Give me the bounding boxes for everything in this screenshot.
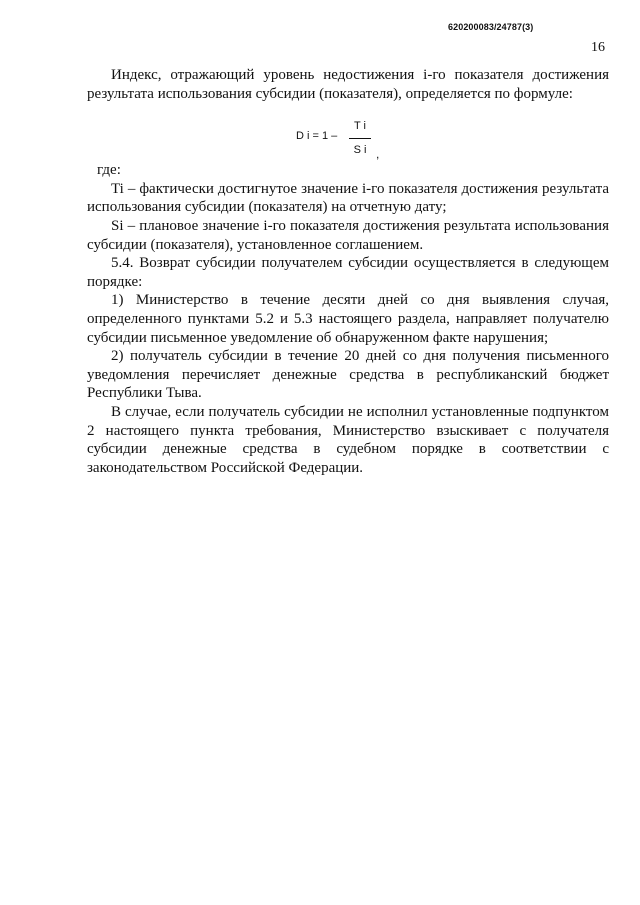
page-number: 16 <box>591 40 605 55</box>
list-item-1: 1) Министерство в течение десяти дней со дня выявления случая, определенного пунктами 5.2 и 5.3 настоящего раздела, направляет получателю субсидии письменное уведомление об обнаруженном факте нарушения; <box>87 292 609 346</box>
ti-definition: Ti – фактически достигнутое значение i-го показателя достижения результата использования субсидии (показателя) на отчетную дату; <box>87 180 609 216</box>
formula-fraction <box>349 117 371 159</box>
formula-numerator: T i <box>349 117 371 139</box>
index-formula <box>87 103 609 161</box>
formula-intro-paragraph: Индекс, отражающий уровень недостижения i-го показателя достижения результата использования субсидии (показателя), определяется по формуле: <box>87 67 609 102</box>
formula-denominator: S i <box>353 143 367 156</box>
list-item-2: 2) получатель субсидии в течение 20 дней со дня получения письменного уведомления перечисляет денежные средства в республиканский бюджет Республики Тыва. <box>87 348 609 402</box>
where-label: где: <box>97 162 121 179</box>
formula-lhs: D i = 1 – <box>296 130 338 143</box>
formula-comma: , <box>376 147 380 162</box>
final-paragraph: В случае, если получатель субсидии не исполнил установленные подпунктом 2 настоящего пункта требования, Министерство взыскивает с получателя субсидии денежные средства в судебном порядке в соответствии с законодательством Российской Федерации. <box>87 403 609 476</box>
document-id: 620200083/24787(3) <box>448 22 534 32</box>
section-5-4-paragraph: 5.4. Возврат субсидии получателем субсидии осуществляется в следующем порядке: <box>87 255 609 290</box>
si-definition: Si – плановое значение i-го показателя достижения результата использования субсидии (показателя), установленное соглашением. <box>87 217 609 253</box>
document-body <box>87 66 609 477</box>
